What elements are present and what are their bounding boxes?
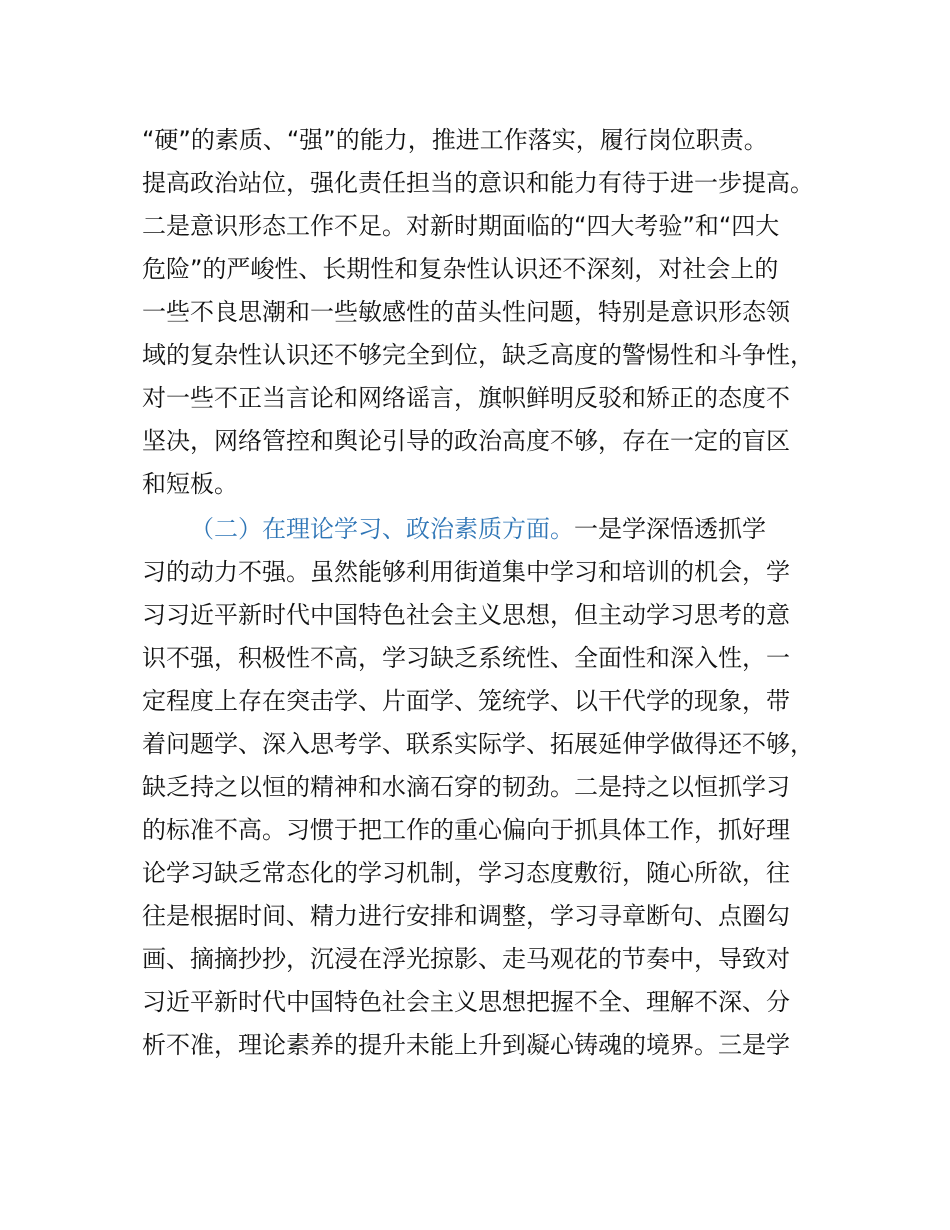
paragraph-line: 识不强，积极性不高，学习缺乏系统性、全面性和深入性，一 <box>142 644 790 672</box>
paragraph-line: 提高政治站位，强化责任担当的意识和能力有待于进一步提高。 <box>142 169 814 197</box>
section-heading: （二）在理论学习、政治素质方面。 <box>190 515 574 543</box>
paragraph-line: “硬”的素质、“强”的能力，推进工作落实，履行岗位职责。 <box>142 126 768 154</box>
paragraph-line: 着问题学、深入思考学、联系实际学、拓展延伸学做得还不够， <box>142 730 814 758</box>
paragraph-line: 定程度上存在突击学、片面学、笼统学、以干代学的现象，带 <box>142 687 790 715</box>
paragraph-line: 坚决，网络管控和舆论引导的政治高度不够，存在一定的盲区 <box>142 427 790 455</box>
paragraph-line: 域的复杂性认识还不够完全到位，缺乏高度的警惕性和斗争性， <box>142 341 814 369</box>
first-line-text: 一是学深悟透抓学 <box>574 515 766 543</box>
paragraph-line: 二是意识形态工作不足。对新时期面临的“四大考验”和“四大 <box>142 212 780 240</box>
paragraph-line: 缺乏持之以恒的精神和水滴石穿的韧劲。二是持之以恒抓学习 <box>142 773 790 801</box>
paragraph-1 <box>142 119 814 506</box>
paragraph-line: 对一些不正当言论和网络谣言，旗帜鲜明反驳和矫正的态度不 <box>142 384 790 412</box>
paragraph-line: 和短板。 <box>142 470 238 498</box>
paragraph-line: 习近平新时代中国特色社会主义思想把握不全、理解不深、分 <box>142 988 790 1016</box>
paragraph-line: 析不准，理论素养的提升未能上升到凝心铸魂的境界。三是学 <box>142 1031 790 1059</box>
paragraph-line: 论学习缺乏常态化的学习机制，学习态度敷衍，随心所欲，往 <box>142 859 790 887</box>
paragraph-line: 的标准不高。习惯于把工作的重心偏向于抓具体工作，抓好理 <box>142 816 790 844</box>
paragraph-line: 危险”的严峻性、长期性和复杂性认识还不深刻，对社会上的 <box>142 255 779 283</box>
paragraph-line: 一些不良思潮和一些敏感性的苗头性问题，特别是意识形态领 <box>142 298 790 326</box>
paragraph-2 <box>142 508 814 1067</box>
paragraph-line: 习习近平新时代中国特色社会主义思想，但主动学习思考的意 <box>142 601 790 629</box>
paragraph-line: 习的动力不强。虽然能够利用街道集中学习和培训的机会，学 <box>142 558 790 586</box>
paragraph-line: 往是根据时间、精力进行安排和调整，学习寻章断句、点圈勾 <box>142 902 790 930</box>
paragraph-line: 画、摘摘抄抄，沉浸在浮光掠影、走马观花的节奏中，导致对 <box>142 945 790 973</box>
paragraph-first-line <box>142 508 814 551</box>
